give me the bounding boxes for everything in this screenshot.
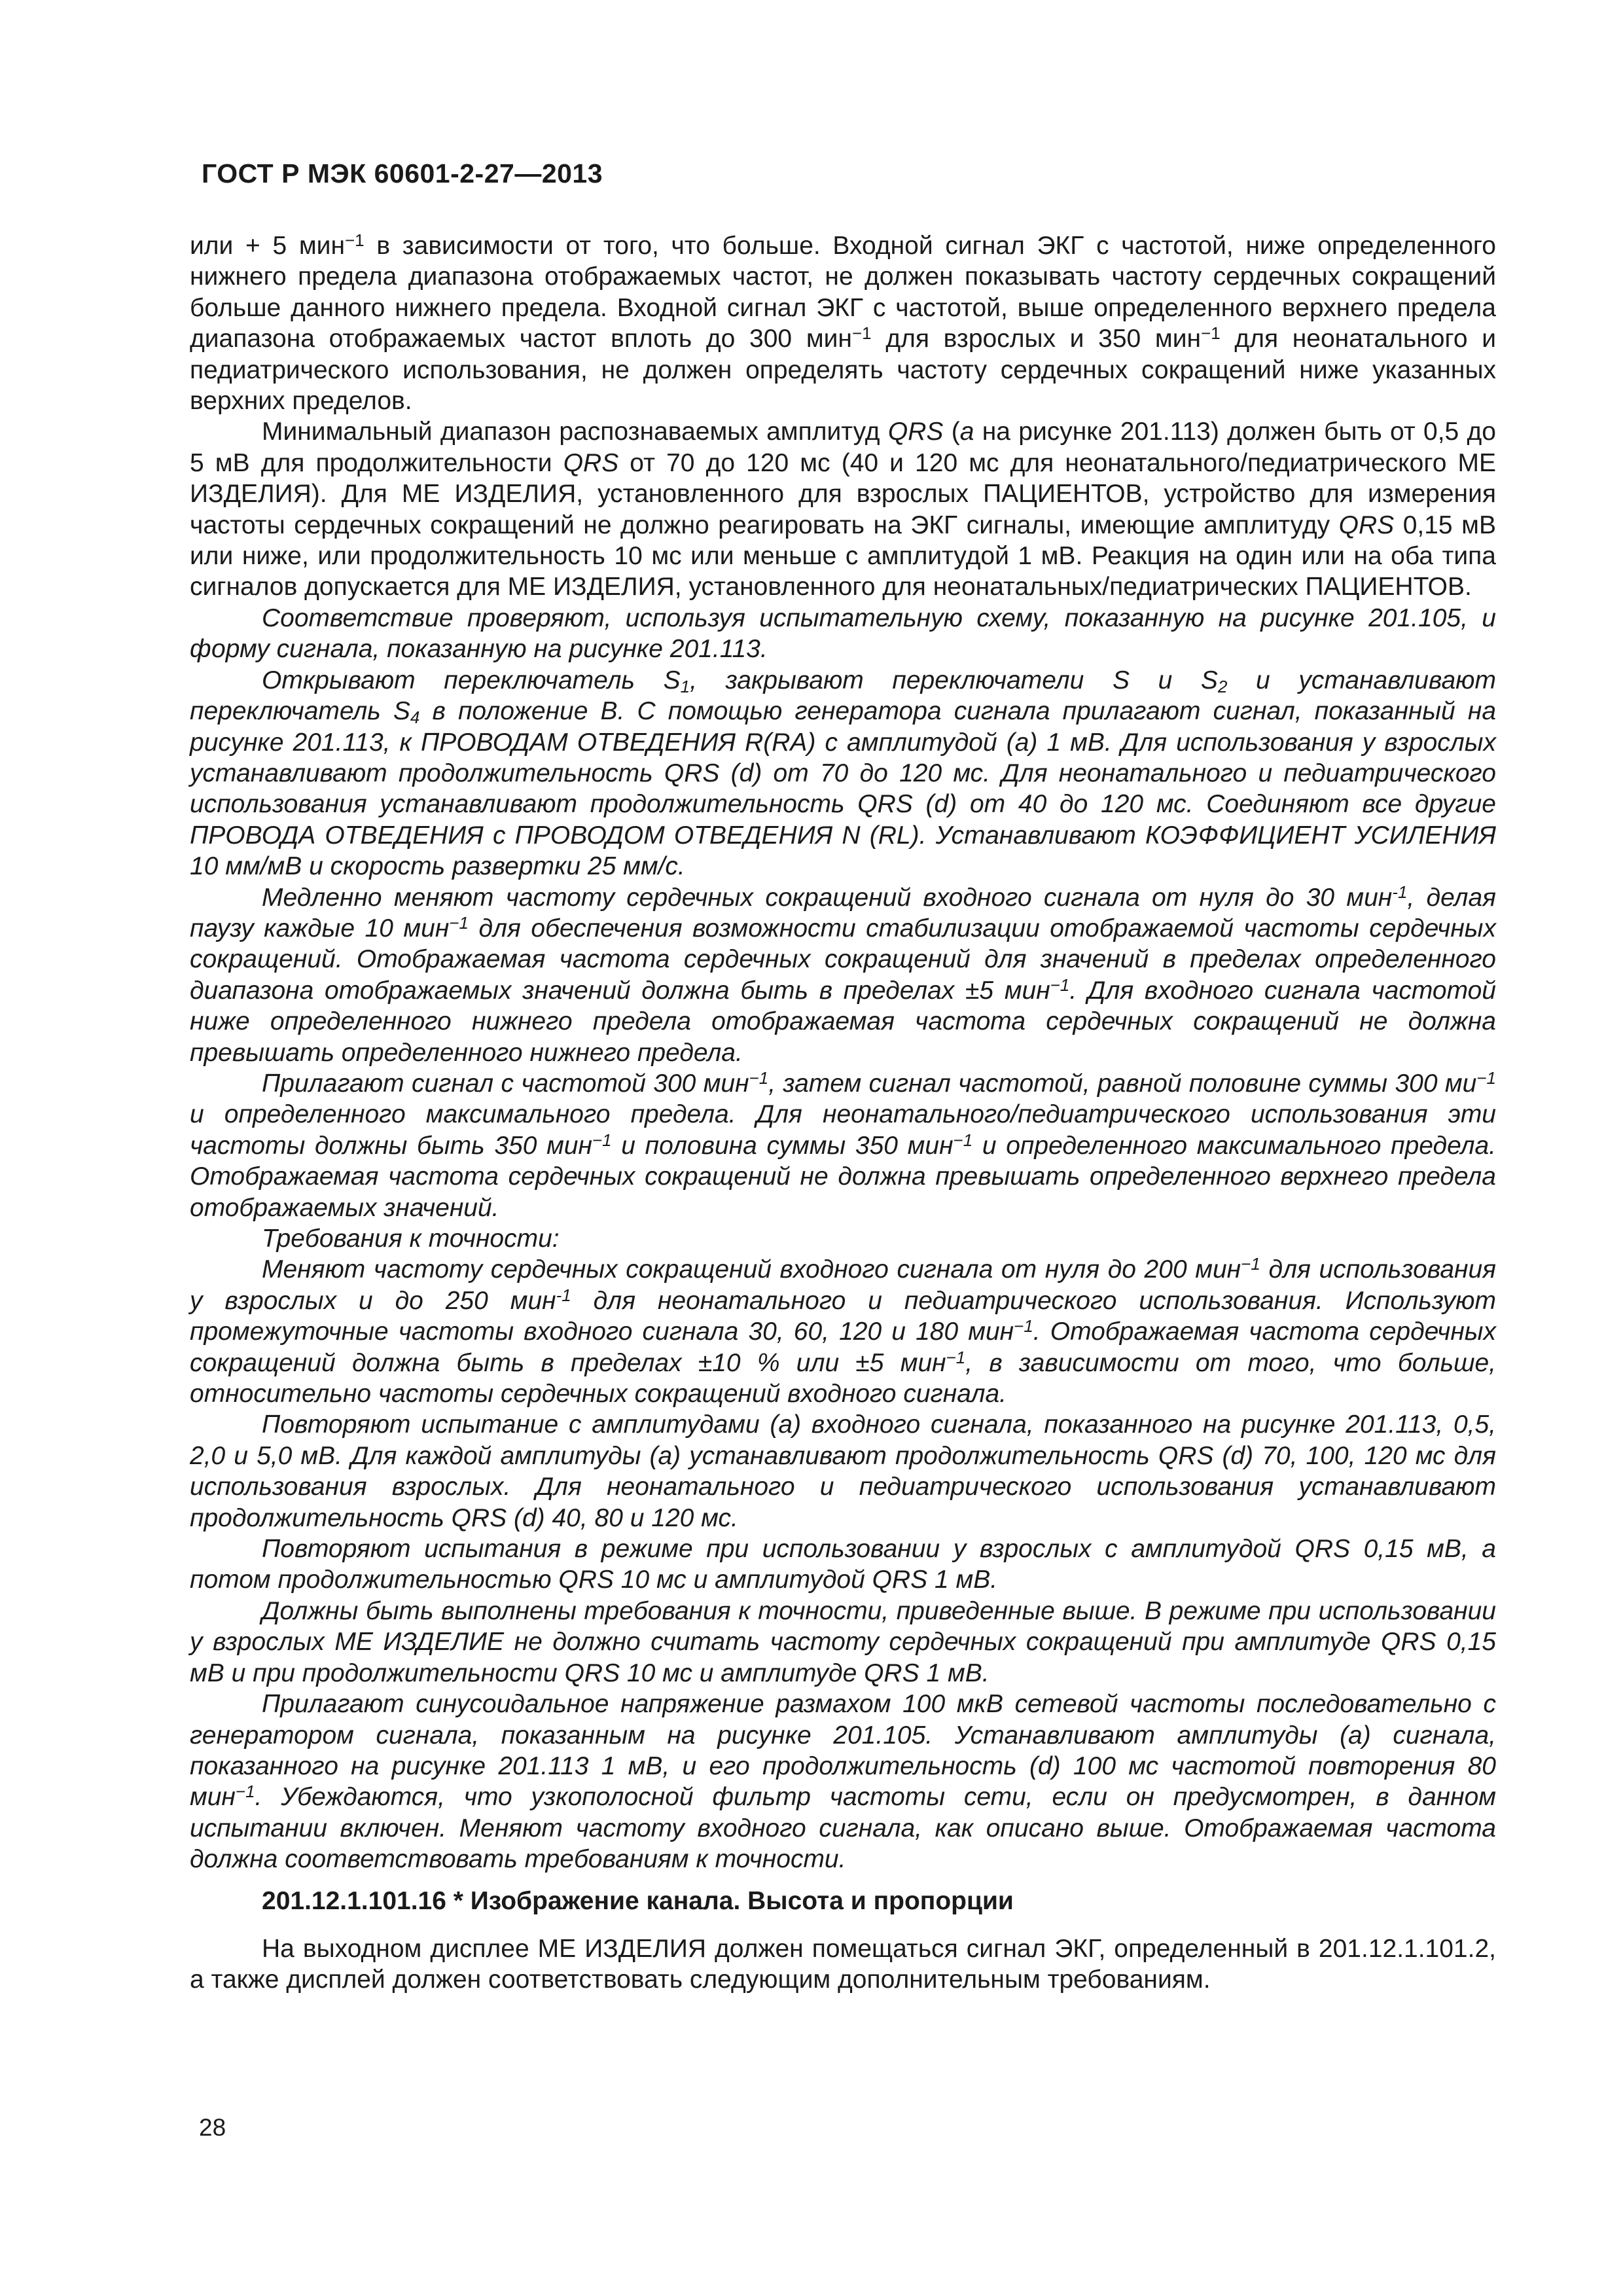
text-run: , закрывают переключатели S и S bbox=[690, 666, 1218, 694]
text-run: . Для входного сигнала частотой ниже определенного нижнего предела отображаемая частота сердечных сокращений не должна превышать определенного нижнего предела. bbox=[190, 976, 1496, 1067]
superscript: −1 bbox=[1476, 1067, 1496, 1088]
text-run: в зависимости от того, что больше. Входной сигнал ЭКГ с частотой, ниже определенного нижнего предела диапазона отображаемых частот, не должен показывать частоту сердечных сокращений больше данного нижнего предела. Входной сигнал ЭКГ с частотой, выше определенного верхнего предела диапазона отображаемых частот вплоть до 300 мин bbox=[190, 232, 1496, 353]
text-run: для неонатального и педиатрического использования, не должен определять частоту сердечных сокращений ниже указанных верхних пределов. bbox=[190, 325, 1497, 416]
text-run: , в зависимости от того, что больше, относительно частоты сердечных сокращений входного сигнала. bbox=[190, 1348, 1496, 1408]
text-run: Открывают переключатель S bbox=[262, 666, 681, 694]
text-run: , делая паузу каждые 10 мин bbox=[190, 883, 1497, 942]
page-number: 28 bbox=[199, 2114, 226, 2141]
paragraph-6 bbox=[190, 1068, 1496, 1223]
paragraph-4 bbox=[190, 665, 1496, 882]
text-run: Минимальный диапазон распознаваемых амплитуд bbox=[262, 418, 888, 446]
text-run: и половина суммы 350 мин bbox=[611, 1131, 954, 1160]
text-run: Меняют частоту сердечных сокращений входного сигнала от нуля до 200 мин bbox=[262, 1255, 1241, 1284]
paragraph-3: Соответствие проверяют, используя испытательную схему, показанную на рисунке 201.105, и форму сигнала, показанную на рисунке 201.113. bbox=[190, 603, 1496, 664]
superscript: −1 bbox=[946, 1347, 966, 1367]
superscript: −1 bbox=[449, 912, 469, 933]
qrs-term: QRS bbox=[563, 448, 619, 477]
text-run: ( bbox=[943, 418, 960, 446]
superscript: -1 bbox=[556, 1285, 571, 1305]
paragraph-5 bbox=[190, 882, 1496, 1068]
paragraph-2 bbox=[190, 416, 1496, 602]
subscript: 1 bbox=[680, 676, 690, 696]
subscript: 2 bbox=[1217, 676, 1228, 696]
superscript: −1 bbox=[1241, 1254, 1260, 1274]
superscript: −1 bbox=[1014, 1316, 1033, 1336]
paragraph-8 bbox=[190, 1254, 1496, 1409]
text-run: на рисунке 201.113) должен быть от 0,5 до 5 мВ для продолжительности bbox=[190, 418, 1496, 477]
qrs-term: QRS bbox=[887, 418, 944, 446]
paragraph-12 bbox=[190, 1689, 1496, 1874]
paragraph-11: Должны быть выполнены требования к точности, приведенные выше. В режиме при использовании у взрослых МЕ ИЗДЕЛИЕ не должно считать частоту сердечных сокращений при амплитуде QRS 0,15 мВ и при продолжительности QRS 10 мс и амплитуде QRS 1 мВ. bbox=[190, 1596, 1496, 1687]
superscript: −1 bbox=[345, 230, 365, 250]
text-run: от 70 до 120 мс (40 и 120 мс для неонатального/педиатрического МЕ ИЗДЕЛИЯ). Для МЕ ИЗДЕЛИЯ, установленного для взрослых ПАЦИЕНТОВ, устройство для измерения частоты сердечных сокращений не должно реагировать на ЭКГ сигналы, имеющие амплитуду bbox=[190, 448, 1496, 539]
superscript: −1 bbox=[592, 1130, 612, 1150]
text-run: Прилагают сигнал с частотой 300 мин bbox=[262, 1069, 749, 1098]
paragraph-10: Повторяют испытания в режиме при использовании у взрослых с амплитудой QRS 0,15 мВ, а потом продолжительностью QRS 10 мс и амплитудой QRS 1 мВ. bbox=[190, 1535, 1496, 1594]
text-run: и определенного максимального предела. Для неонатального/педиатрического использования эти частоты должны быть 350 мин bbox=[190, 1100, 1496, 1160]
superscript: -1 bbox=[1392, 882, 1408, 902]
text-run: для обеспечения возможности стабилизации отображаемой частоты сердечных сокращений. Отображаемая частота сердечных сокращений для значений в пределах определенного диапазона отображаемых значений должна быть в пределах ±5 мин bbox=[190, 914, 1496, 1005]
text-run: для использования у взрослых и до 250 мин bbox=[190, 1255, 1496, 1315]
text-run: и устанавливают переключатель S bbox=[190, 666, 1496, 726]
text-run: Медленно меняют частоту сердечных сокращений входного сигнала от нуля до 30 мин bbox=[262, 883, 1393, 912]
section-paragraph: На выходном дисплее МЕ ИЗДЕЛИЯ должен помещаться сигнал ЭКГ, определенный в 201.12.1.101.2, а также дисплей должен соответствовать следующим дополнительным требованиям. bbox=[190, 1934, 1496, 1994]
text-run: , затем сигнал частотой, равной половине суммы 300 ми bbox=[768, 1069, 1477, 1098]
paragraph-7: Требования к точности: bbox=[262, 1225, 560, 1253]
text-run: для неонатального и педиатрического использования. Используют промежуточные частоты входного сигнала 30, 60, 120 и 180 мин bbox=[190, 1286, 1496, 1346]
subscript: 4 bbox=[410, 708, 420, 728]
paragraph-1 bbox=[190, 230, 1496, 416]
paragraph-9: Повторяют испытание с амплитудами (а) входного сигнала, показанного на рисунке 201.113, 0,5, 2,0 и 5,0 мВ. Для каждой амплитуды (а) устанавливают продолжительность QRS (d) 70, 100, 120 мс для использования взрослых. Для неонатального и педиатрического использования устанавливают продолжительность QRS (d) 40, 80 и 120 мс. bbox=[190, 1410, 1496, 1532]
superscript: −1 bbox=[749, 1067, 769, 1088]
superscript: −1 bbox=[953, 1130, 973, 1150]
section-heading: 201.12.1.101.16 * Изображение канала. Высота и пропорции bbox=[262, 1886, 1014, 1915]
text-run: . Убеждаются, что узкополосной фильтр частоты сети, если он предусмотрен, в данном испытании включен. Меняют частоту входного сигнала, как описано выше. Отображаемая частота должна соответствовать требованиям к точности. bbox=[190, 1783, 1496, 1874]
document-body bbox=[190, 230, 1496, 1996]
superscript: −1 bbox=[235, 1782, 255, 1802]
text-run: и определенного максимального предела. Отображаемая частота сердечных сокращений не должна превышать определенного верхнего предела отображаемых значений. bbox=[190, 1131, 1496, 1222]
document-header: ГОСТ Р МЭК 60601-2-27—2013 bbox=[202, 158, 603, 188]
superscript: −1 bbox=[851, 323, 872, 344]
text-run: для взрослых и 350 мин bbox=[871, 325, 1202, 353]
text-run: Прилагают синусоидальное напряжение размахом 100 мкВ сетевой частоты последовательно с генератором сигнала, показанным на рисунке 201.105. Устанавливают амплитуды (а) сигнала, показанного на рисунке 201.113 1 мВ, и его продолжительность (d) 100 мс частотой повторения 80 мин bbox=[190, 1690, 1496, 1812]
qrs-term: QRS bbox=[1338, 511, 1395, 539]
superscript: −1 bbox=[1201, 323, 1221, 344]
amplitude-symbol: a bbox=[959, 418, 974, 446]
text-run: 0,15 мВ или ниже, или продолжительность 10 мс или меньше с амплитудой 1 мВ. Реакция на один или на оба типа сигналов допускается для МЕ ИЗДЕЛИЯ, установленного для неонатальных/педиатрических ПАЦИЕНТОВ. bbox=[190, 511, 1496, 601]
superscript: −1 bbox=[1050, 975, 1070, 995]
text-run: . Отображаемая частота сердечных сокращений должна быть в пределах ±10 % или ±5 мин bbox=[190, 1318, 1497, 1377]
text-run: или + 5 мин bbox=[190, 232, 345, 260]
text-run: в положение B. С помощью генератора сигнала прилагают сигнал, показанный на рисунке 201.113, к ПРОВОДАМ ОТВЕДЕНИЯ R(RA) с амплитудой (а) 1 мВ. Для использования у взрослых устанавливают продолжительность QRS (d) от 70 до 120 мс. Для неонатального и педиатрического использования устанавливают продолжительность QRS (d) от 40 до 120 мс. Соединяют все другие ПРОВОДА ОТВЕДЕНИЯ с ПРОВОДОМ ОТВЕДЕНИЯ N (RL). Устанавливают КОЭФФИЦИЕНТ УСИЛЕНИЯ 10 мм/мВ и скорость развертки 25 мм/с. bbox=[190, 697, 1497, 881]
